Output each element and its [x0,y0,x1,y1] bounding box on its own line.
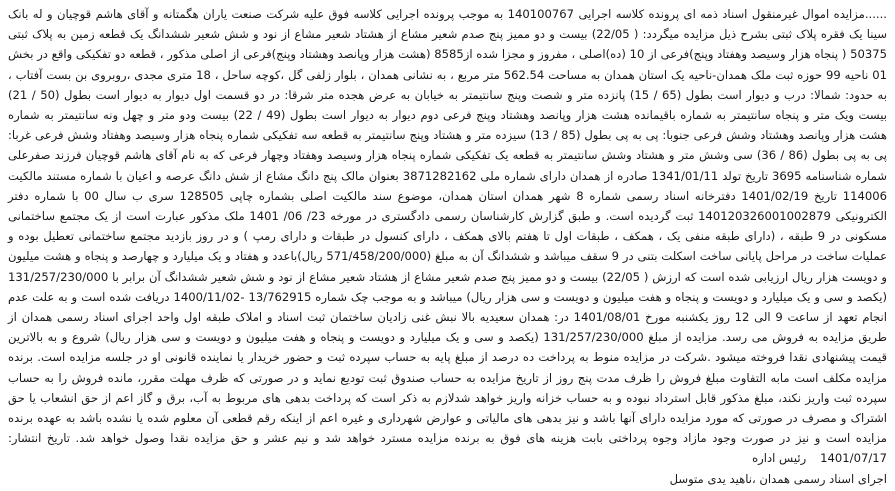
signature-title: رئیس اداره [752,451,807,466]
notice-text: ......مزایده اموال غیرمنقول اسناد ذمه ای پرونده کلاسه اجرایی 140100767 به موجب پرونده اجرایی کلاسه فوق علیه شرکت صنعت یاران هگمتانه و آقای هاشم قوچیان و له بانک سینا یک فقره پلاک ثبتی بشرح ذیل مزایده میگردد: ( 22/05) بیست و دو ممیز پنج صدم شعیر مشاع از هشتاد شعیر مشاع از نود و شش شعیر ششدانگ یک قطعه زمین به پلاک ثبتی 50375 ( پنجاه هزار وسیصد وهفتاد وپنج)فرعی از 10 (ده)اصلی ، مفروز و مجزا شده از8585 (هشت هزار وپانصد وهشتاد وپنج)فرعی از اصلی مذکور ، قطعه دو تفکیکی واقع در بخش 01 ناحیه 99 حوزه ثبت ملک همدان-ناحیه یک استان همدان به مساحت 562.54 متر مربع ، به نشانی همدان ، بلوار زلفی گل ،کوچه ساحل ، 18 متری مجدی ،روبروی بن بست آفتاب ، به حدود: شمالا: درب و دیوار است بطول (65 / 15) پانزده متر و شصت وپنج سانتیمتر به خیابان به عرض هجده متر شرقا: در دو قسمت اول دیوار به دیوار است بطول (50 / 21) بیست ویک متر و پنجاه سانتیمتر به شماره باقیمانده هشت هزار وپانصد وهشتاد وپنج فرعی دوم دیوار به دیوار است بطول (49 / 22) بیست ودو متر و چهل ونه سانتیمتر به شماره هشت هزار وپانصد وهشتاد وشش فرعی جنوبا: پی به پی بطول (85 / 13) سیزده متر و هشتاد وپنج سانتیمتر به قطعه سه تفکیکی شماره پنجاه هزار وسیصد وهفتاد وشش فرعی غربا: پی به پی بطول (86 / 36) سی وشش متر و هشتاد وشش سانتیمتر به قطعه یک تفکیکی شماره پنجاه هزار وسیصد وهفتاد وچهار فرعی که به نام آقای هاشم قوچیان فرزند صفرعلی شماره شناسنامه 3695 تاریخ تولد 1341/01/11 صادره از همدان دارای شماره ملی 3871282162 بعنوان مالک پنج دانگ مشاع از شش دانگ عرصه و اعیان با شماره مستند مالکیت 114006 تاریخ 1401/02/19 دفترخانه اسناد رسمی شماره 8 شهر همدان استان همدان، موضوع سند مالکیت اصلی بشماره چاپی 128505 سری ب سال 00 با شماره دفتر الکترونیکی 140120326001002879 ثبت گردیده است. و طبق گزارش کارشناسان رسمی دادگستری در مورخه 23/ 06/ 1401 ملک مذکور عبارت است از یک مجتمع ساختمانی مسکونی در 9 طبقه ، (دارای طبقه منفی یک ، همکف ، طبقات اول تا هفتم بالای همکف ، دارای کنسول در طبقات و دارای رمپ ) و در روز بازدید مجتمع ساختمانی تعطیل بوده و عملیات ساخت در مراحل پایانی ساخت اسکلت بتنی در 9 سقف میباشد و ششدانگ آن به مبلغ (571/458/200/000 ریال)باعدد و هفتاد و یک میلیارد و چهارصد و پنجاه و هشت میلیون و دویست هزار ریال ارزیابی شده است که ارزش ( 22/05) بیست و دو ممیز پنج صدم شعیر مشاع از هشتاد شعیر مشاع از نود و شش شعیر ششدانگ آن برابر با 131/257/230/000 (یکصد و سی و یک میلیارد و دویست و پنجاه و هفت میلیون و دویست و سی هزار ریال) میباشد و به موجب چک شماره 13/762915 -1400/11/02 دریافت شده است و به علت عدم انجام تعهد از ساعت 9 الی 12 روز یکشنبه مورخ 1401/08/01 در: همدان سعیدیه بالا نبش غنی زادیان ساختمان ثبت اسناد و املاک طبقه اول واحد اجرای اسناد رسمی همدان از طریق مزایده به فروش می رسد. مزایده از مبلغ 131/257/230/000 (یکصد و سی و یک میلیارد و دویست و پنجاه و هفت میلیون و دویست و سی هزار ریال) شروع و به بالاترین قیمت پیشنهادی نقدا فروخته میشود .شرکت در مزایده منوط به پرداخت ده درصد از مبلغ پایه به حساب سپرده ثبت و حضور خریدار یا نماینده قانونی او در جلسه مزایده است. برنده مزایده مکلف است مابه التفاوت مبلغ فروش را ظرف مدت پنج روز از تاریخ مزایده به حساب صندوق ثبت تودیع نماید و در صورتی که ظرف مهلت مقرر، مانده فروش را به حساب سپرده ثبت واریز نکند، مبلغ مذکور قابل استرداد نبوده و به حساب خزانه واریز خواهد شدلازم به ذکر است که پرداخت بدهی های مربوط به آب، برق و گاز اعم از حق انشعاب یا حق اشتراک و مصرف در صورتی که مورد مزایده دارای آنها باشد و نیز بدهی های مالیاتی و عوارض شهرداری و غیره اعم از اینکه رقم قطعی آن معلوم شده یا نشده باشد به عهده برنده مزایده است و نیز در صورت وجود مازاد وجوه پرداختی بابت هزینه های فوق به برنده مزایده مسترد خواهد شد و نیم عشر و حق مزایده نقدا وصول خواهد شد. تاریخ انتشار: 1401/07/17 [8,7,888,466]
signature-line: اجرای اسناد رسمی همدان ،ناهید یدی متوسل [669,471,887,486]
notice-body [8,4,887,469]
